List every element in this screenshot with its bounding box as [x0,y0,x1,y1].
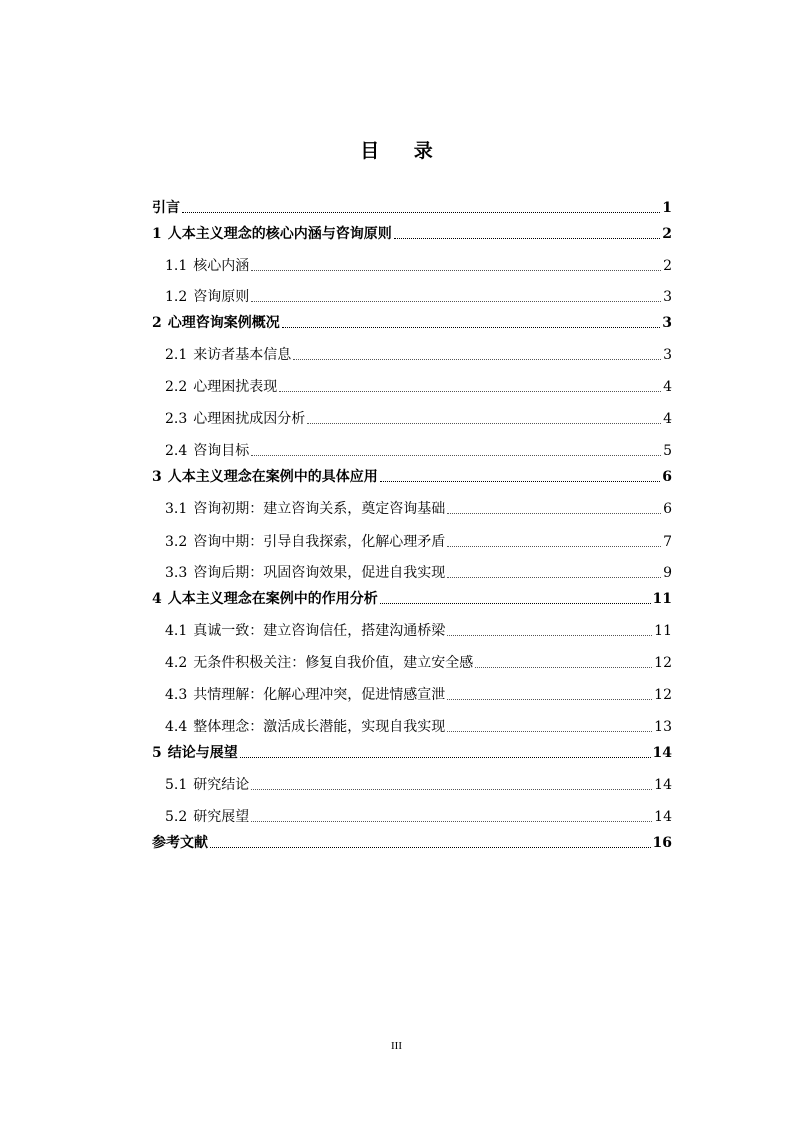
toc-leader-dots [380,481,661,482]
toc-entry-chapter-5[interactable] [152,744,672,762]
toc-leader-dots [307,423,661,424]
toc-leader-dots [282,327,661,328]
toc-entry-5-2[interactable] [152,808,672,826]
toc-entry-text: 人本主义理念在案例中的作用分析 [167,591,378,607]
toc-leader-dots [447,546,661,547]
toc-entry-text: 来访者基本信息 [193,347,292,363]
toc-entry-page: 12 [654,655,672,671]
toc-entry-chapter-4[interactable] [152,590,672,608]
toc-entry-page: 3 [663,289,672,305]
toc-entry-2-1[interactable] [152,346,672,364]
toc-entry-number: 5.2 [165,809,188,825]
toc-entry-number: 3.1 [165,501,188,517]
toc-entry-1-2[interactable] [152,288,672,306]
toc-entry-page: 11 [652,591,672,607]
toc-entry-text: 核心内涵 [193,258,250,274]
toc-leader-dots [447,577,661,578]
toc-entry-text: 整体理念：激活成长潜能，实现自我实现 [193,719,446,735]
toc-entry-4-3[interactable] [152,686,672,704]
toc-entry-chapter-2[interactable] [152,314,672,332]
page-number-footer: III [391,1040,402,1052]
toc-entry-3-3[interactable] [152,564,672,582]
toc-entry-3-1[interactable] [152,500,672,518]
toc-entry-page: 14 [652,745,672,761]
toc-leader-dots [182,212,660,213]
toc-entry-text: 引言 [152,200,180,216]
toc-entry-text: 真诚一致：建立咨询信任，搭建沟通桥梁 [193,623,446,639]
toc-entry-2-4[interactable] [152,442,672,460]
toc-entry-references[interactable] [152,834,672,852]
toc-entry-text: 共情理解：化解心理冲突，促进情感宣泄 [193,687,446,703]
toc-entry-number: 2.2 [165,379,188,395]
toc-entry-number: 1 [152,226,162,242]
toc-entry-intro[interactable] [152,199,672,217]
toc-entry-page: 3 [663,347,672,363]
toc-entry-text: 心理困扰成因分析 [193,411,306,427]
toc-entry-5-1[interactable] [152,776,672,794]
toc-entry-text: 无条件积极关注：修复自我价值，建立安全感 [193,655,474,671]
toc-entry-2-2[interactable] [152,378,672,396]
toc-entry-page: 13 [654,719,672,735]
toc-leader-dots [447,699,652,700]
toc-leader-dots [279,391,661,392]
toc-entry-number: 4.2 [165,655,188,671]
toc-entry-text: 参考文献 [152,835,208,851]
toc-entry-page: 5 [663,443,672,459]
toc-entry-number: 4.1 [165,623,188,639]
toc-leader-dots [251,455,661,456]
toc-leader-dots [447,731,652,732]
toc-entry-number: 2 [152,315,162,331]
toc-entry-page: 4 [663,379,672,395]
toc-title: 目 录 [360,140,447,162]
toc-entry-3-2[interactable] [152,533,672,551]
toc-entry-text: 咨询目标 [193,443,250,459]
toc-entry-number: 1.2 [165,289,188,305]
toc-entry-page: 2 [663,258,672,274]
toc-entry-text: 心理困扰表现 [193,379,278,395]
toc-entry-text: 咨询中期：引导自我探索，化解心理矛盾 [193,534,446,550]
toc-entry-text: 咨询后期：巩固咨询效果，促进自我实现 [193,565,446,581]
toc-entry-4-4[interactable] [152,718,672,736]
toc-leader-dots [447,513,661,514]
toc-entry-number: 2.3 [165,411,188,427]
toc-leader-dots [251,270,661,271]
toc-entry-number: 1.1 [165,258,188,274]
toc-entry-text: 研究展望 [193,809,250,825]
toc-entry-page: 16 [652,835,672,851]
toc-entry-text: 人本主义理念在案例中的具体应用 [167,469,378,485]
toc-leader-dots [394,238,661,239]
toc-entry-page: 4 [663,411,672,427]
toc-entry-page: 2 [662,226,672,242]
toc-entry-text: 咨询初期：建立咨询关系，奠定咨询基础 [193,501,446,517]
toc-leader-dots [210,847,651,848]
toc-entry-page: 6 [662,469,672,485]
toc-entry-4-1[interactable] [152,622,672,640]
toc-entry-page: 3 [662,315,672,331]
toc-entry-number: 3.2 [165,534,188,550]
toc-entry-chapter-1[interactable] [152,225,672,243]
toc-leader-dots [240,757,651,758]
toc-entry-number: 2.1 [165,347,188,363]
toc-entry-page: 1 [662,200,672,216]
toc-entry-number: 4.3 [165,687,188,703]
toc-leader-dots [251,301,661,302]
toc-leader-dots [447,635,652,636]
toc-entry-number: 4.4 [165,719,188,735]
toc-leader-dots [293,359,661,360]
toc-entry-number: 3.3 [165,565,188,581]
toc-entry-text: 咨询原则 [193,289,250,305]
toc-leader-dots [380,603,651,604]
toc-entry-4-2[interactable] [152,654,672,672]
toc-entry-number: 5.1 [165,777,188,793]
toc-entry-page: 7 [663,534,672,550]
toc-entry-page: 14 [654,777,672,793]
toc-entry-text: 结论与展望 [167,745,238,761]
toc-entry-page: 11 [654,623,672,639]
toc-leader-dots [475,667,652,668]
toc-leader-dots [251,789,652,790]
toc-entry-number: 4 [152,591,162,607]
toc-entry-page: 12 [654,687,672,703]
toc-entry-number: 2.4 [165,443,188,459]
toc-entry-text: 心理咨询案例概况 [167,315,280,331]
toc-entry-page: 6 [663,501,672,517]
toc-leader-dots [251,821,652,822]
toc-entry-chapter-3[interactable] [152,468,672,486]
toc-entry-page: 14 [654,809,672,825]
toc-entry-number: 5 [152,745,162,761]
toc-entry-text: 研究结论 [193,777,250,793]
toc-entry-2-3[interactable] [152,410,672,428]
toc-entry-number: 3 [152,469,162,485]
toc-entry-page: 9 [663,565,672,581]
toc-entry-text: 人本主义理念的核心内涵与咨询原则 [167,226,392,242]
toc-entry-1-1[interactable] [152,257,672,275]
